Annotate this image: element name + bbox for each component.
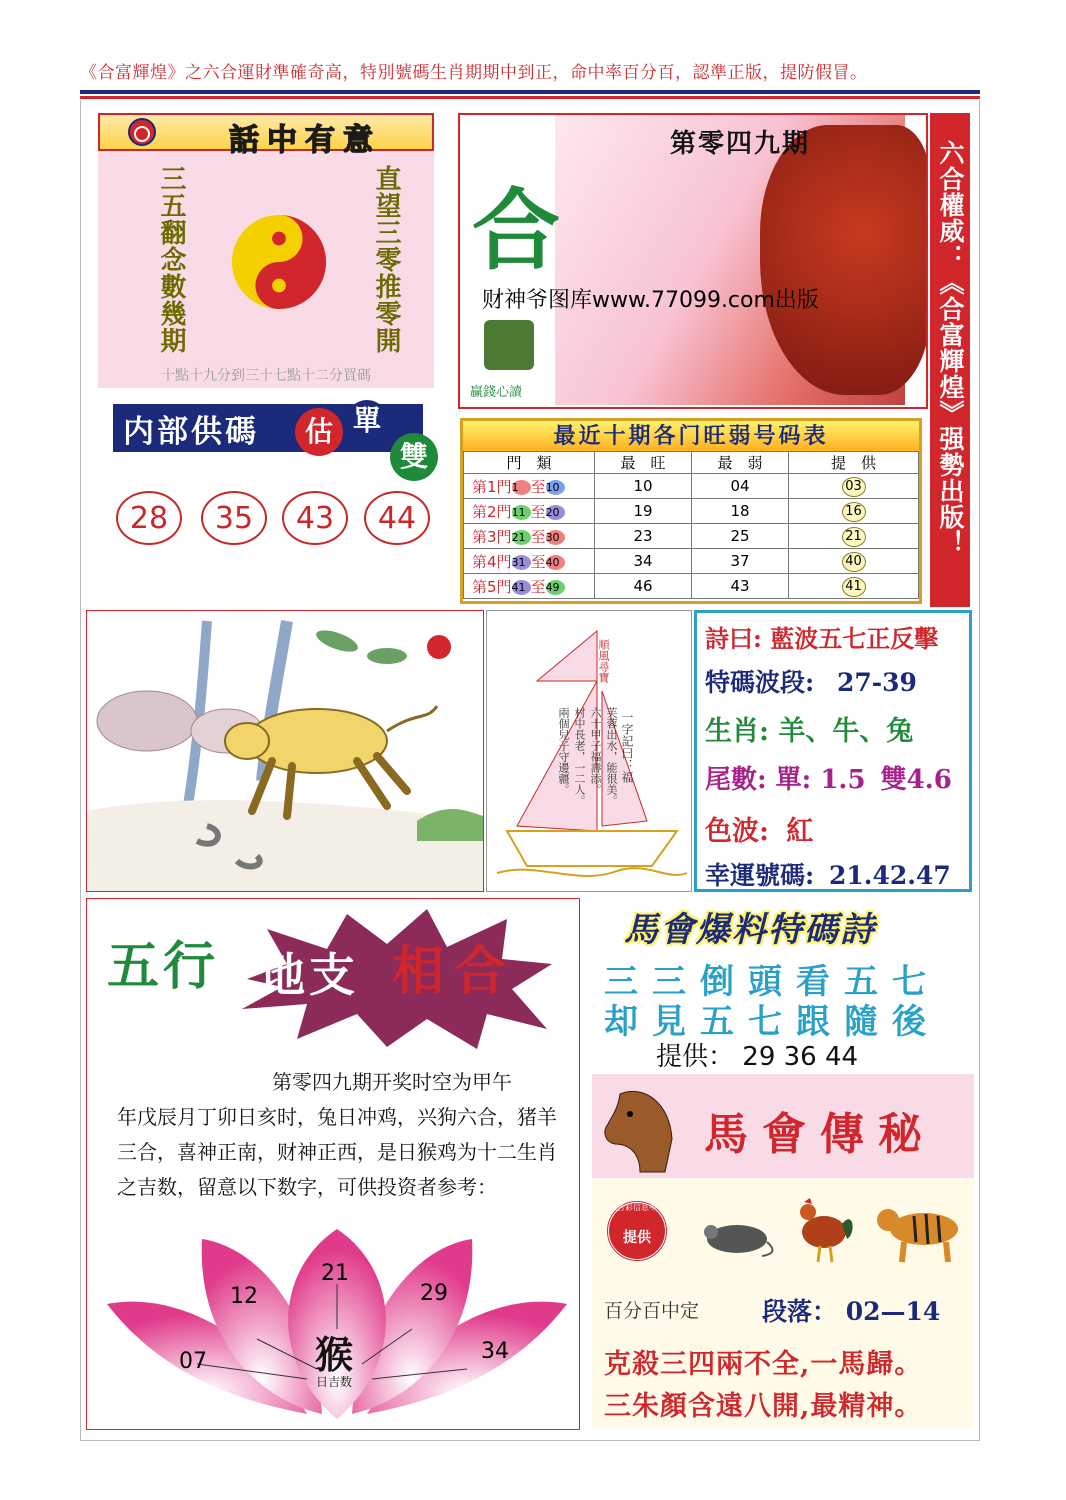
brand-box — [458, 113, 928, 409]
offer-value: 03 — [842, 477, 866, 497]
gate-label: 第5門 — [472, 577, 512, 596]
weak-cell: 37 — [692, 549, 789, 574]
gate-from: 1 — [512, 480, 531, 495]
gu-badge: 估 — [295, 408, 343, 456]
strength-table — [463, 451, 919, 599]
horse-poem-line2: 却見五七跟隨後 — [604, 1002, 940, 1042]
zodiac-line — [705, 709, 913, 748]
horse-poem-title: 馬會爆料特碼詩 — [624, 910, 876, 950]
header-divider — [80, 90, 980, 94]
lotus-number: 29 — [420, 1281, 448, 1306]
internal-number-ball: 44 — [364, 491, 430, 545]
gate-sep: 至 — [530, 577, 546, 596]
gate-sep: 至 — [530, 477, 546, 496]
segment-line — [762, 1292, 940, 1328]
sail-line: 一字記曰：福 — [620, 711, 634, 783]
band-label: 特碼波段: — [705, 668, 815, 697]
horse-silhouette — [760, 125, 928, 395]
offer-cell — [789, 549, 919, 574]
gate-to: 20 — [546, 505, 565, 520]
riddle-box — [98, 113, 434, 388]
riddle-bottom-text: 十點十九分到三十七點十二分買碼 — [161, 368, 371, 384]
table-header-cell: 門 類 — [464, 452, 595, 474]
riddle-left-column: 三五翻念數幾期 — [156, 165, 186, 354]
weak-cell: 43 — [692, 574, 789, 599]
lucky-line — [705, 856, 951, 892]
internal-title: 内部供碼 — [123, 414, 259, 450]
internal-number-ball: 28 — [116, 491, 182, 545]
riddle-title-bar — [98, 113, 434, 158]
ox-illustration — [87, 611, 483, 891]
gate-sep: 至 — [530, 527, 546, 546]
zodiac-value: 羊、牛、兔 — [778, 716, 914, 747]
offer-cell — [789, 499, 919, 524]
lotus-number: 07 — [179, 1349, 207, 1374]
wuxing-title-c: 相合 — [392, 941, 517, 1002]
yin-yang-icon — [230, 213, 328, 311]
dan-badge: 單 — [346, 400, 388, 442]
gate-to: 30 — [546, 530, 565, 545]
weak-cell: 04 — [692, 474, 789, 499]
wuxing-text-rest: 年戊辰月丁卯日亥时，兔日冲鸡，兴狗六合，猪羊三合，喜神正南，财神正西，是日猴鸡为十二生肖之吉数，留意以下数字，可供投资者参考： — [117, 1105, 557, 1199]
gate-from: 31 — [512, 555, 531, 570]
sail-line: 芙蓉出水，能很美。 — [605, 707, 618, 806]
gate-sep: 至 — [530, 502, 546, 521]
lucky-label: 幸運號碼: — [705, 861, 815, 890]
offer-label: 提供： — [656, 1042, 735, 1072]
weak-cell: 25 — [692, 524, 789, 549]
brand-logo-char: 合 — [472, 179, 561, 282]
rat-icon — [697, 1214, 777, 1259]
poem-box — [694, 610, 972, 892]
header-tagline: 《合富輝煌》之六合運財準確奇高，特別號碼生肖期期中到正，命中率百分百，認準正版，提防假冒。 — [80, 63, 868, 83]
secret-line1: 克殺三四兩不全,一馬歸。 — [604, 1349, 923, 1380]
sail-line: 六十甲子福壽添。 — [589, 707, 602, 795]
tail-label: 尾數: — [705, 765, 767, 795]
tiger-icon — [874, 1194, 966, 1264]
color-value: 紅 — [786, 816, 814, 847]
lotus-number: 21 — [321, 1261, 349, 1286]
table-row — [464, 574, 919, 599]
sail-box — [486, 610, 692, 892]
shuang-badge: 雙 — [390, 433, 438, 481]
lucky-value: 21.42.47 — [828, 861, 951, 890]
offer-value: 41 — [842, 577, 866, 597]
poem-line — [705, 619, 938, 654]
ox-illustration-box — [86, 610, 484, 892]
strong-cell: 34 — [595, 549, 692, 574]
offer-cell — [789, 474, 919, 499]
strength-table-title: 最近十期各门旺弱号码表 — [463, 421, 919, 451]
poem-text: 藍波五七正反擊 — [770, 624, 939, 653]
sail-line: 村中長老，一二人。 — [573, 707, 586, 806]
seal-text: 六合彩信息中心 — [609, 1203, 665, 1212]
wuxing-box — [86, 898, 580, 1430]
gate-label: 第3門 — [472, 527, 512, 546]
sail-flag: 順風尋寶 — [597, 639, 610, 683]
segment-value: 02—14 — [845, 1297, 941, 1326]
secret-title: 馬會傳秘 — [704, 1109, 936, 1160]
gate-from: 21 — [512, 530, 531, 545]
gate-cell — [464, 549, 595, 574]
zodiac-label: 生肖: — [705, 716, 769, 747]
gate-label: 第4門 — [472, 552, 512, 571]
gate-from: 41 — [512, 580, 531, 595]
table-row — [464, 474, 919, 499]
offer-numbers: 29 36 44 — [742, 1042, 859, 1072]
gate-to: 40 — [546, 555, 565, 570]
band-line — [705, 663, 917, 699]
logo-icon — [128, 118, 156, 146]
horse-poem-box — [592, 898, 976, 1072]
tail-even: 雙4.6 — [880, 765, 952, 795]
gate-cell — [464, 574, 595, 599]
wuxing-text — [117, 1065, 562, 1205]
horse-head-icon — [600, 1084, 680, 1174]
offer-value: 40 — [842, 552, 866, 572]
gate-cell — [464, 524, 595, 549]
lotus-center-sub: 日吉数 — [316, 1375, 353, 1389]
table-header-cell: 提 供 — [789, 452, 919, 474]
gate-label: 第1門 — [472, 477, 512, 496]
color-label: 色波: — [705, 816, 769, 847]
side-banner-text: 六合權威：《合富輝煌》强勢出版！ — [936, 140, 965, 556]
strong-cell: 19 — [595, 499, 692, 524]
sail-line: 兩個兒子守邊疆。 — [557, 707, 570, 795]
strong-cell: 46 — [595, 574, 692, 599]
seal-center: 提供 — [623, 1230, 651, 1246]
small-label: 贏錢心讀 — [470, 385, 523, 400]
horse-poem-line1: 三三倒頭看五七 — [604, 962, 940, 1002]
header-divider-red — [80, 96, 980, 99]
table-row — [464, 549, 919, 574]
guarantee-text: 百分百中定 — [604, 1300, 700, 1322]
strength-table-box — [460, 418, 922, 604]
offer-cell — [789, 524, 919, 549]
segment-label: 段落： — [762, 1297, 838, 1326]
weak-cell: 18 — [692, 499, 789, 524]
money-icon — [484, 320, 534, 370]
tail-line — [705, 759, 952, 796]
riddle-right-column: 直望三零推零開 — [371, 165, 401, 354]
band-value: 27-39 — [836, 668, 917, 697]
horse-poem-offer — [656, 1036, 858, 1073]
gate-cell — [464, 474, 595, 499]
riddle-title: 話中有意 — [229, 123, 381, 158]
table-header-row — [464, 452, 919, 474]
gate-to: 49 — [546, 580, 565, 595]
offer-value: 16 — [842, 502, 866, 522]
lotus-number: 34 — [481, 1339, 509, 1364]
table-header-cell: 最 旺 — [595, 452, 692, 474]
poem-label: 詩曰: — [705, 624, 762, 653]
offer-value: 21 — [842, 527, 866, 547]
secret-box — [592, 1074, 974, 1428]
tail-odd: 單: 1.5 — [775, 765, 866, 795]
strong-cell: 10 — [595, 474, 692, 499]
offer-cell — [789, 574, 919, 599]
strong-cell: 23 — [595, 524, 692, 549]
table-header-cell: 最 弱 — [692, 452, 789, 474]
wuxing-title-a: 五行 — [107, 936, 220, 997]
gate-to: 10 — [546, 480, 565, 495]
publisher-text: 财神爷图库www.77099.com出版 — [482, 288, 819, 313]
secret-line2: 三朱顏含遠八開,最精神。 — [604, 1391, 923, 1422]
table-row — [464, 524, 919, 549]
gate-cell — [464, 499, 595, 524]
table-row — [464, 499, 919, 524]
gate-from: 11 — [512, 505, 531, 520]
issue-number: 第零四九期 — [670, 129, 811, 159]
color-line — [705, 809, 813, 848]
lotus-center: 猴 — [315, 1332, 354, 1377]
internal-number-ball: 43 — [282, 491, 348, 545]
gate-sep: 至 — [530, 552, 546, 571]
wuxing-title-b: 地支 — [259, 948, 359, 1002]
gate-label: 第2門 — [472, 502, 512, 521]
rooster-icon — [792, 1194, 857, 1264]
wuxing-text-first: 第零四九期开奖时空为甲午 — [272, 1070, 512, 1094]
internal-number-ball: 35 — [201, 491, 267, 545]
lotus-number: 12 — [230, 1284, 258, 1309]
